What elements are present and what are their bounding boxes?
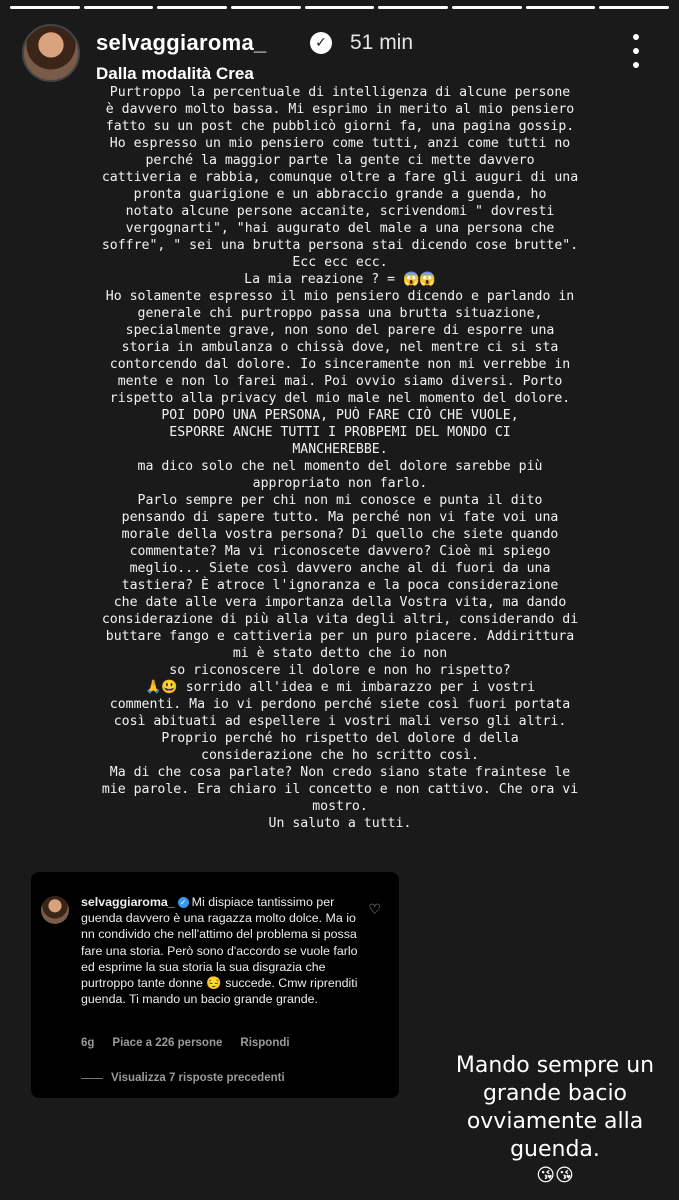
progress-segment	[378, 6, 448, 9]
progress-segment	[452, 6, 522, 9]
story-subtitle: Dalla modalità Crea	[96, 64, 254, 83]
comment-body	[81, 894, 361, 1007]
post-time: 51 min	[350, 31, 414, 54]
comment-meta	[81, 1037, 290, 1049]
paragraph-2: Ho solamente espresso il mio pensiero dicendo e parlando in generale chi purtroppo passa una brutta situazione, specialmente grave, non sono del parere di esporre una storia in ambulanza o chissà dove, nel mentre ci si sta contorcendo dal dolore. Io sinceramente non mi verrebbe in mente e non lo farei mai. Poi ovvio siamo diversi. Porto rispetto alla privacy del mio male nel momento del dolore. POI DOPO UNA PERSONA, PUÒ FARE CIÒ CHE VUOLE, ESPORRE ANCHE TUTTI I PROBPEMI DEL MONDO CI MANCHEREBBE. ma dico solo che nel momento del dolore sarebbe più appropriato non farlo.	[105, 289, 575, 491]
story-text	[90, 84, 590, 832]
comment-username: selvaggiaroma_	[81, 895, 175, 909]
comment-avatar	[41, 896, 69, 924]
replies-divider	[81, 1078, 103, 1079]
view-replies-label: Visualizza 7 risposte precedenti	[111, 1072, 285, 1084]
avatar[interactable]	[22, 24, 80, 82]
overlay-caption	[440, 1052, 670, 1188]
caption-emojis: 😘😘	[536, 1165, 574, 1186]
paragraph-3: Parlo sempre per chi non mi conosce e punta il dito pensando di sapere tutto. Ma perché non vi fate voi una morale della vostra persona? Di quello che siete quando commentate? Ma vi riconoscete davvero? Cioè mi spiego meglio... Siete così davvero anche al di fuori da una tastiera? È atroce l'ignoranza e la poca considerazione che date alle vera importanza della Vostra vita, ma dando considerazione di più alla vita degli altri, considerando di buttare fango e cattiveria per un puro piacere. Addirittura mi è stato detto che io non so riconoscere il dolore e non ho rispetto? 🙏😃 sorrido all'idea e mi imbarazzo per i vostri commenti. Ma io vi perdono perché siete così fuori portata così abituati ad espellere i vostri mali verso gli altri. Proprio perché ho rispetto del dolore d della considerazione che ho scritto così.	[101, 493, 579, 763]
progress-segment	[526, 6, 596, 9]
paragraph-1: Purtroppo la percentuale di intelligenza di alcune persone è davvero molto bassa. Mi esprimo in merito al mio pensiero fatto su un post che pubblicò giorni fa, una pagina gossip. Ho espresso un mio pensiero come tutti, anzi come tutti no perché la maggior parte la gente ci mette davvero cattiveria e rabbia, comunque oltre a fare gli auguri di una pronta guarigione e un abbraccio grande a guenda, ho notato alcune persone accanite, scrivendomi " dovresti vergognarti", "hai augurato del male a una persona che soffre", " sei una brutta persona stai dicendo cose brutte". Ecc ecc ecc. La mia reazione ? = 😱😱	[101, 85, 579, 287]
username[interactable]: selvaggiaroma_	[96, 30, 267, 55]
comment-verified-badge-icon: ✓	[178, 897, 189, 908]
progress-segment	[10, 6, 80, 9]
progress-segment	[84, 6, 154, 9]
comment-reply: Rispondi	[240, 1037, 290, 1049]
caption-line: guenda.	[510, 1137, 600, 1162]
verified-badge-icon: ✓	[310, 32, 332, 54]
view-replies	[81, 1072, 285, 1084]
caption-line: Mando sempre un	[455, 1053, 655, 1078]
progress-segment	[599, 6, 669, 9]
caption-line: grande bacio	[482, 1081, 628, 1106]
comment-text: Mi dispiace tantissimo per guenda davvero è una ragazza molto dolce. Ma io nn condivido che nell'attimo del problema si possa fare una storia. Però sono d'accordo se vuole farlo ed esprime la sua storia la sua disgrazia che purtroppo tante donne 😔 succede. Cmw riprenditi guenda. Ti mando un bacio grande grande.	[81, 895, 358, 1007]
heart-icon: ♡	[368, 902, 381, 918]
paragraph-4: Ma di che cosa parlate? Non credo siano state fraintese le mie parole. Era chiaro il concetto e non cattivo. Che ora vi mostro. Un saluto a tutti.	[101, 765, 579, 831]
progress-segment	[305, 6, 375, 9]
more-options-icon[interactable]	[633, 34, 639, 68]
progress-segment	[157, 6, 227, 9]
comment-likes: Piace a 226 persone	[112, 1037, 223, 1049]
progress-segment	[231, 6, 301, 9]
story-progress-bar	[10, 6, 669, 9]
comment-screenshot	[31, 872, 399, 1098]
comment-age: 6g	[81, 1037, 95, 1049]
caption-line: ovviamente alla	[466, 1109, 644, 1134]
